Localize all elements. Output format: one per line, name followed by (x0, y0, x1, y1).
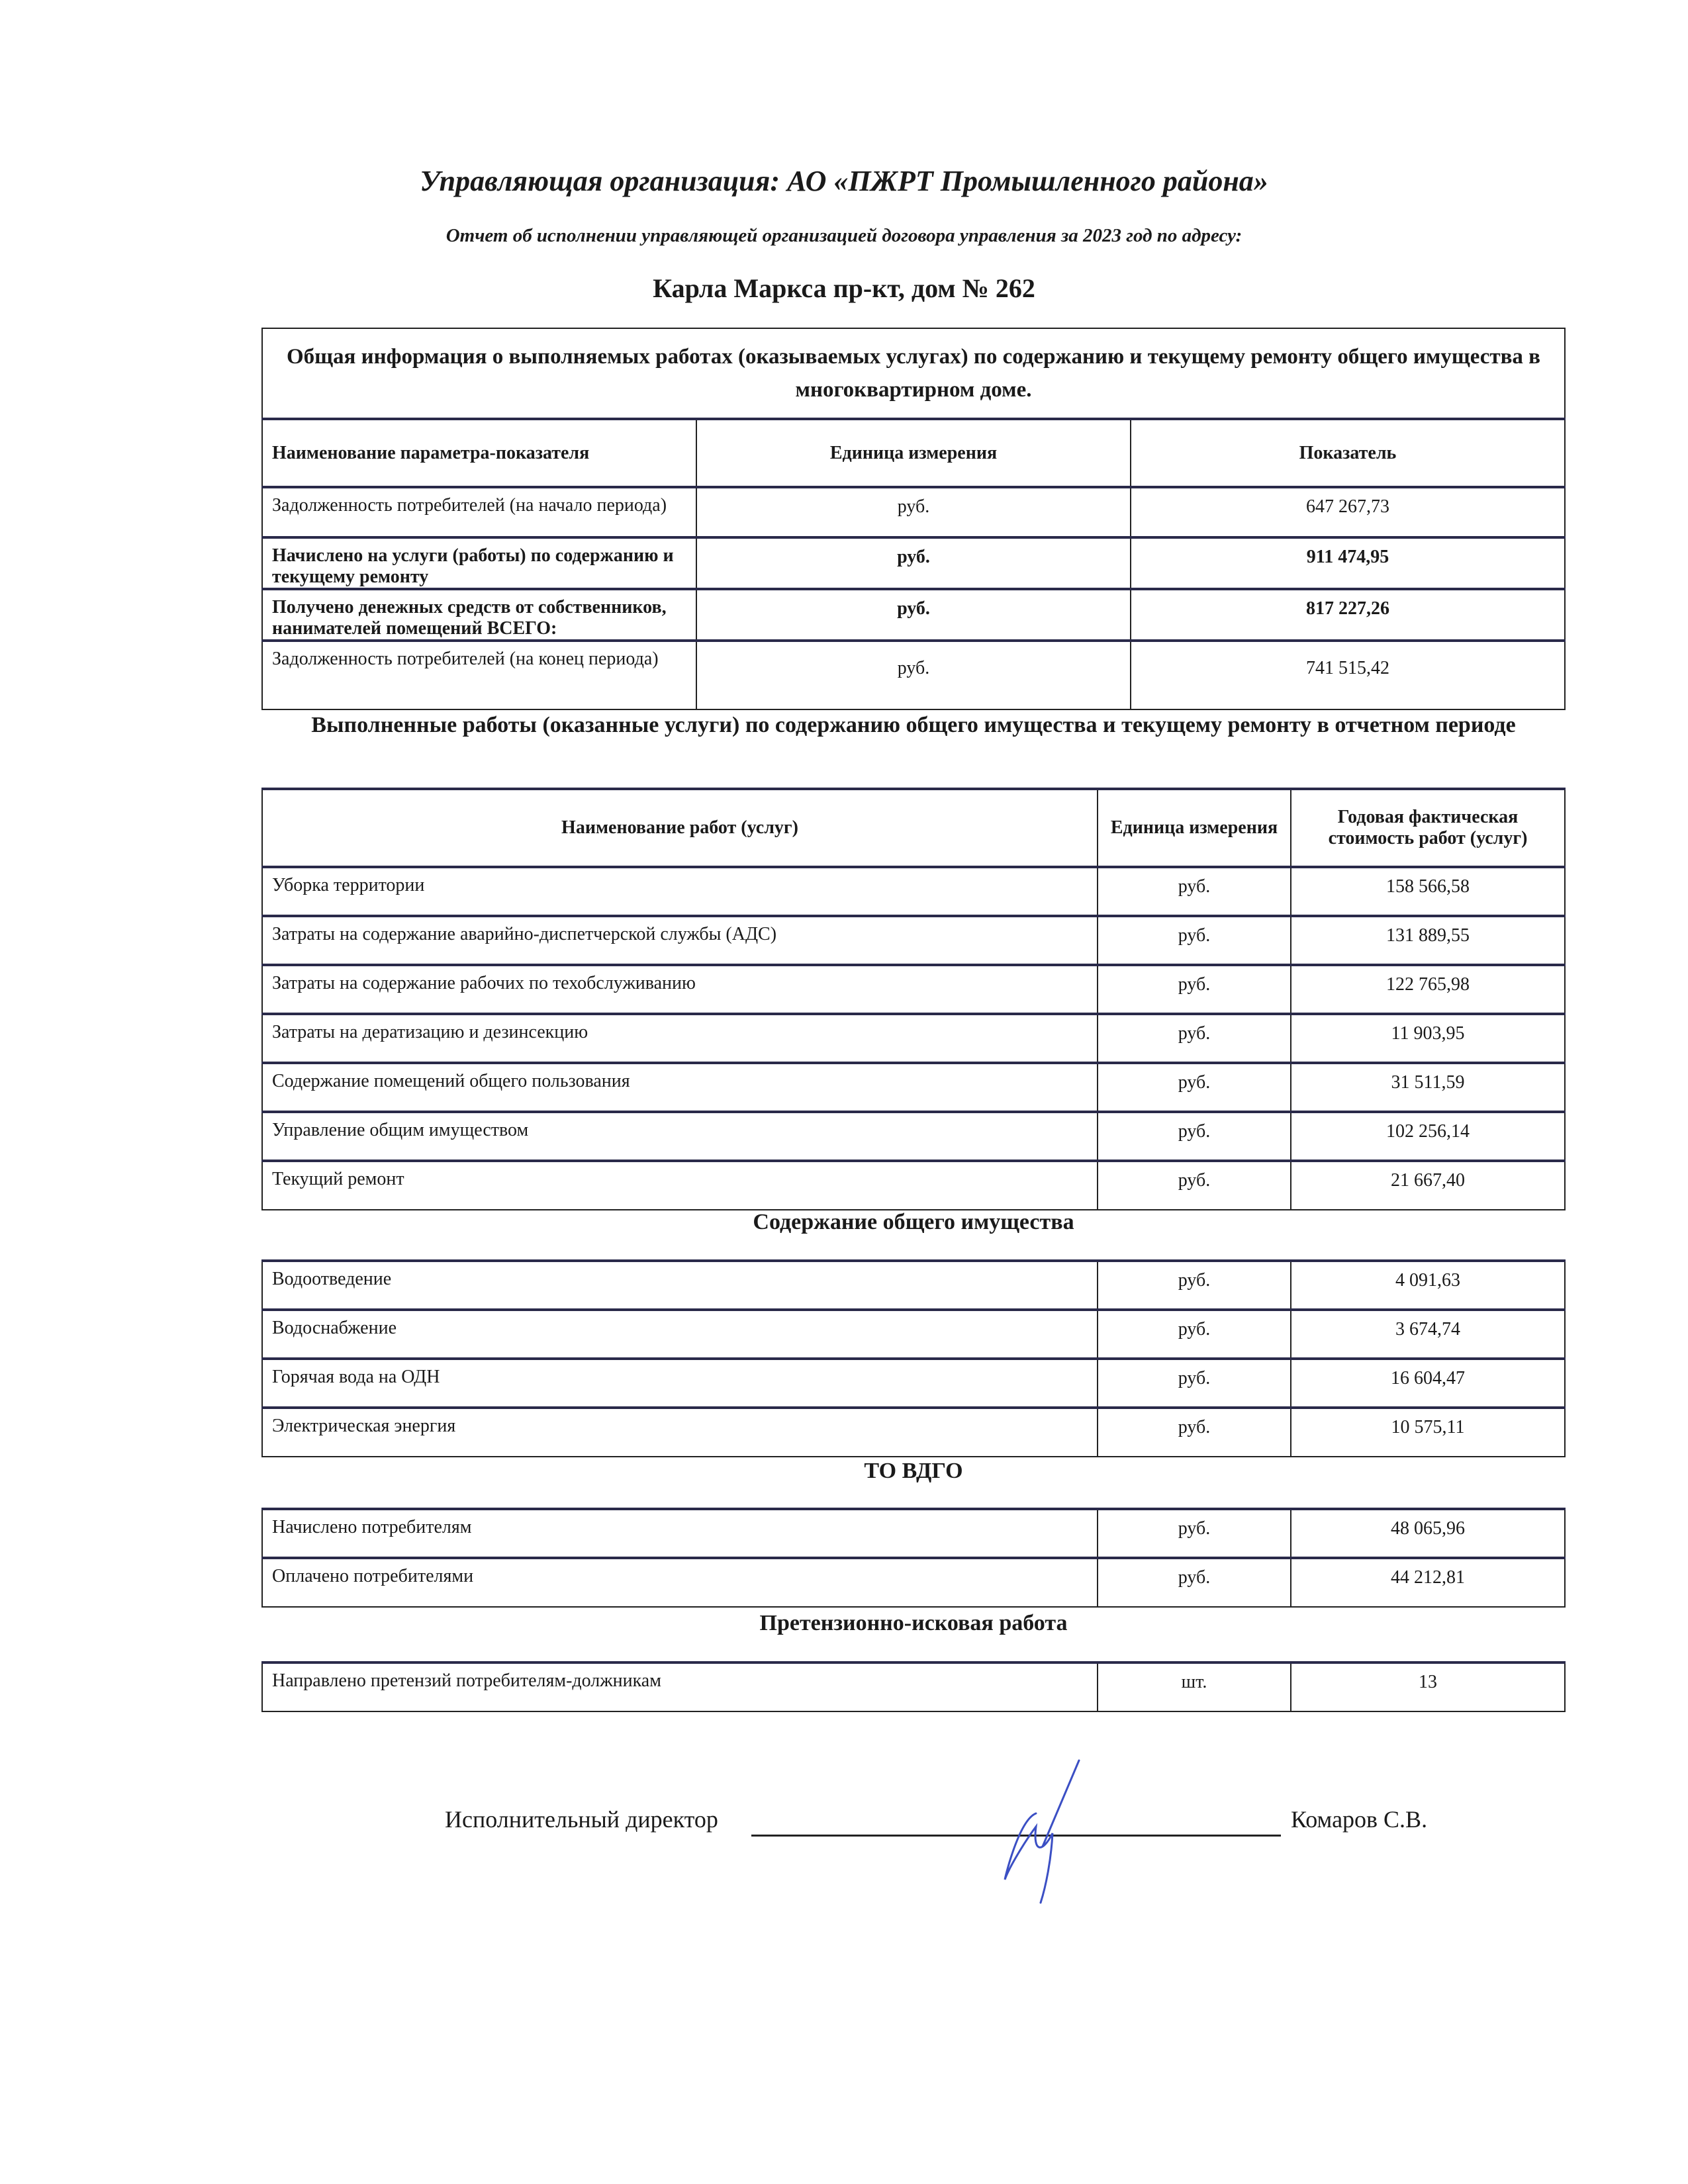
table-row (262, 1112, 1565, 1161)
row-name: Горячая вода на ОДН (262, 1359, 1098, 1408)
common-property-title: Содержание общего имущества (753, 1210, 1074, 1234)
table-row (262, 1662, 1565, 1711)
row-value: 48 065,96 (1291, 1509, 1565, 1558)
table-row (262, 1408, 1565, 1457)
table-row (262, 589, 1565, 641)
col-header-unit: Единица измерения (1098, 789, 1291, 867)
general-info-table (261, 328, 1566, 710)
row-name: Текущий ремонт (262, 1161, 1098, 1210)
table-row (262, 641, 1565, 709)
row-name: Управление общим имуществом (262, 1112, 1098, 1161)
col-header-work-name: Наименование работ (услуг) (262, 789, 1098, 867)
row-name: Затраты на содержание рабочих по техобслуживанию (262, 965, 1098, 1014)
row-name: Получено денежных средств от собственников, нанимателей помещений ВСЕГО: (262, 589, 696, 641)
address: Карла Маркса пр-кт, дом № 262 (653, 273, 1035, 303)
table-row (262, 1509, 1565, 1558)
row-value: 911 474,95 (1131, 537, 1565, 589)
row-unit: руб. (1098, 1509, 1291, 1558)
row-unit: руб. (1098, 965, 1291, 1014)
report-title: Отчет об исполнении управляющей организацией договора управления за 2023 год по адресу: (445, 225, 1243, 246)
row-unit: руб. (696, 487, 1131, 537)
table-row (262, 916, 1565, 965)
row-name: Водоснабжение (262, 1310, 1098, 1359)
row-name: Затраты на дератизацию и дезинсекцию (262, 1014, 1098, 1063)
row-name: Водоотведение (262, 1261, 1098, 1310)
row-name: Содержание помещений общего пользования (262, 1063, 1098, 1112)
row-value: 16 604,47 (1291, 1359, 1565, 1408)
row-value: 647 267,73 (1131, 487, 1565, 537)
row-unit: руб. (1098, 1014, 1291, 1063)
row-value: 4 091,63 (1291, 1261, 1565, 1310)
row-name: Оплачено потребителями (262, 1558, 1098, 1607)
table-row (262, 1063, 1565, 1112)
row-unit: руб. (1098, 1112, 1291, 1161)
organization-title: Управляющая организация: АО «ПЖРТ Промышленного района» (420, 165, 1268, 197)
row-value: 817 227,26 (1131, 589, 1565, 641)
row-value: 13 (1291, 1662, 1565, 1711)
row-unit: руб. (696, 641, 1131, 709)
works-table (261, 788, 1566, 1210)
row-name: Задолженность потребителей (на конец периода) (262, 641, 696, 709)
col-header-unit: Единица измерения (696, 419, 1131, 487)
row-value: 122 765,98 (1291, 965, 1565, 1014)
row-unit: руб. (1098, 1558, 1291, 1607)
col-header-parameter: Наименование параметра-показателя (262, 419, 696, 487)
table-row (262, 1161, 1565, 1210)
general-info-title: Общая информация о выполняемых работах (оказываемых услугах) по содержанию и текущему ремонту общего имущества в многоквартирном доме. (262, 328, 1565, 419)
claims-table (261, 1661, 1566, 1712)
row-name: Электрическая энергия (262, 1408, 1098, 1457)
table-row (262, 1310, 1565, 1359)
signer-position: Исполнительный директор (445, 1806, 718, 1833)
row-value: 31 511,59 (1291, 1063, 1565, 1112)
row-value: 44 212,81 (1291, 1558, 1565, 1607)
works-section-title: Выполненные работы (оказанные услуги) по содержанию общего имущества и текущему ремонту в отчетном периоде (311, 713, 1516, 737)
vdgo-title: ТО ВДГО (864, 1459, 963, 1483)
signer-name: Комаров С.В. (1291, 1806, 1428, 1833)
row-name: Задолженность потребителей (на начало периода) (262, 487, 696, 537)
row-unit: руб. (1098, 1063, 1291, 1112)
row-unit: руб. (1098, 1359, 1291, 1408)
row-value: 131 889,55 (1291, 916, 1565, 965)
table-row (262, 1261, 1565, 1310)
table-row (262, 867, 1565, 916)
handwritten-signature-icon (980, 1754, 1099, 1906)
table-row (262, 1359, 1565, 1408)
row-value: 3 674,74 (1291, 1310, 1565, 1359)
row-unit: руб. (1098, 916, 1291, 965)
row-name: Начислено потребителям (262, 1509, 1098, 1558)
row-name: Уборка территории (262, 867, 1098, 916)
col-header-annual-cost: Годовая фактическая стоимость работ (услуг) (1291, 789, 1565, 867)
row-unit: руб. (1098, 1408, 1291, 1457)
common-property-table (261, 1259, 1566, 1457)
table-row (262, 487, 1565, 537)
row-name: Начислено на услуги (работы) по содержанию и текущему ремонту (262, 537, 696, 589)
row-value: 10 575,11 (1291, 1408, 1565, 1457)
row-value: 158 566,58 (1291, 867, 1565, 916)
row-name: Затраты на содержание аварийно-диспетчерской службы (АДС) (262, 916, 1098, 965)
row-value: 11 903,95 (1291, 1014, 1565, 1063)
row-unit: руб. (696, 589, 1131, 641)
table-row (262, 965, 1565, 1014)
table-row (262, 537, 1565, 589)
claims-title: Претензионно-исковая работа (759, 1611, 1068, 1635)
table-row (262, 1558, 1565, 1607)
row-unit: руб. (1098, 1310, 1291, 1359)
row-value: 741 515,42 (1131, 641, 1565, 709)
vdgo-table (261, 1508, 1566, 1608)
table-row (262, 1014, 1565, 1063)
col-header-value: Показатель (1131, 419, 1565, 487)
row-unit: руб. (1098, 867, 1291, 916)
row-value: 102 256,14 (1291, 1112, 1565, 1161)
row-name: Направлено претензий потребителям-должникам (262, 1662, 1098, 1711)
row-unit: руб. (1098, 1161, 1291, 1210)
row-value: 21 667,40 (1291, 1161, 1565, 1210)
row-unit: руб. (696, 537, 1131, 589)
row-unit: руб. (1098, 1261, 1291, 1310)
row-unit: шт. (1098, 1662, 1291, 1711)
